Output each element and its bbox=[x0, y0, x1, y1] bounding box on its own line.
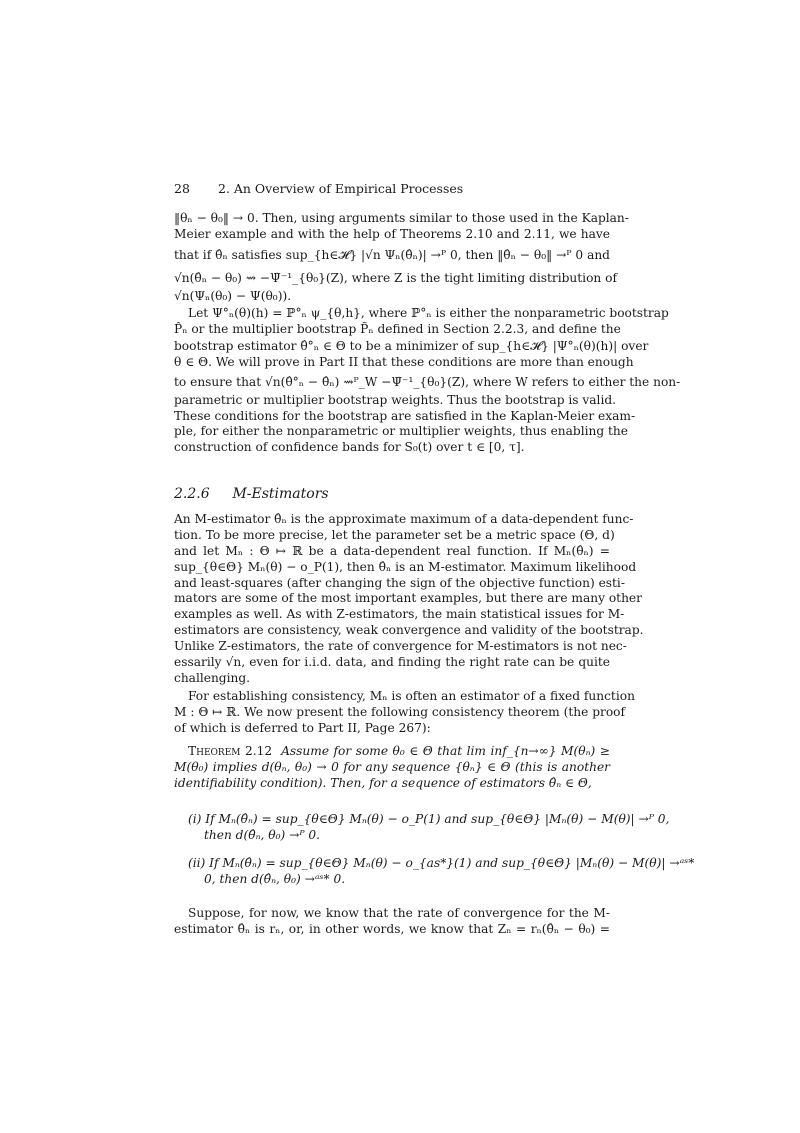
text-line: Suppose, for now, we know that the rate of convergence for the M- bbox=[188, 906, 610, 920]
text-line: to ensure that √n(θ̂°ₙ − θ̂ₙ) ⇝ᴾ_W −Ψ̇⁻¹_{θ₀}(Z), where W refers to either the non- bbox=[174, 374, 681, 389]
text-line: Unlike Z-estimators, the rate of convergence for M-estimators is not nec- bbox=[174, 639, 627, 654]
theorem-text: Assume for some θ₀ ∈ Θ that lim inf_{n→∞} M(θₙ) ≥ bbox=[281, 744, 611, 758]
text-line: Let Ψ°ₙ(θ)(h) = ℙ°ₙ ψ_{θ,h}, where ℙ°ₙ is either the nonparametric bootstrap bbox=[188, 306, 669, 320]
text-line: √n(Ψₙ(θ₀) − Ψ(θ₀)). bbox=[174, 288, 292, 303]
text-line: For establishing consistency, Mₙ is often an estimator of a fixed function bbox=[188, 689, 635, 703]
text-line: estimator θ̂ₙ is rₙ, or, in other words, we know that Zₙ = rₙ(θ̂ₙ − θ₀) = bbox=[174, 921, 610, 936]
section-number: 2.2.6 bbox=[174, 486, 210, 502]
text-line: P̂ₙ or the multiplier bootstrap P̃ₙ defined in Section 2.2.3, and define the bbox=[174, 321, 621, 336]
text-line: M : Θ ↦ ℝ. We now present the following consistency theorem (the proof bbox=[174, 704, 626, 719]
paragraph-m-estimator-definition bbox=[174, 512, 644, 687]
running-title: 2. An Overview of Empirical Processes bbox=[217, 181, 464, 196]
theorem-line: M(θ₀) implies d(θₙ, θ₀) → 0 for any sequence {θₙ} ∈ Θ (this is another bbox=[174, 759, 610, 774]
text-line: estimators are consistency, weak convergence and validity of the bootstrap. bbox=[174, 623, 644, 638]
text-line: These conditions for the bootstrap are satisfied in the Kaplan-Meier exam- bbox=[174, 408, 636, 423]
text-line: essarily √n, even for i.i.d. data, and finding the right rate can be quite bbox=[174, 655, 610, 670]
item-line: (ii) If Mₙ(θ̂ₙ) = sup_{θ∈Θ} Mₙ(θ) − o_{as*}(1) and sup_{θ∈Θ} |Mₙ(θ) − M(θ)| →ᵃˢ* bbox=[188, 856, 695, 870]
theorem-item-i bbox=[188, 811, 670, 843]
section-heading bbox=[174, 484, 610, 504]
text-line: ple, for either the nonparametric or multiplier weights, thus enabling the bbox=[174, 424, 628, 439]
item-line: 0, then d(θ̂ₙ, θ₀) →ᵃˢ* 0. bbox=[204, 872, 346, 886]
text-line: √n(θ̂ₙ − θ₀) ⇝ −Ψ̇⁻¹_{θ₀}(Z), where Z is the tight limiting distribution of bbox=[174, 270, 617, 285]
text-line: of which is deferred to Part II, Page 267): bbox=[174, 720, 431, 735]
text-line: that if θ̂ₙ satisfies sup_{h∈𝓗} |√n Ψₙ(θ̂ₙ)| →ᴾ 0, then ‖θ̂ₙ − θ₀‖ →ᴾ 0 and bbox=[174, 247, 610, 262]
text-line: construction of confidence bands for S₀(t) over t ∈ [0, τ]. bbox=[174, 440, 525, 455]
text-line: tion. To be more precise, let the parameter set be a metric space (Θ, d) bbox=[174, 527, 615, 542]
item-line: (i) If Mₙ(θ̂ₙ) = sup_{θ∈Θ} Mₙ(θ) − o_P(1) and sup_{θ∈Θ} |Mₙ(θ) − M(θ)| →ᴾ 0, bbox=[188, 812, 670, 826]
text-line: and let Mₙ : Θ ↦ ℝ be a data-dependent real function. If Mₙ(θ̂ₙ) = bbox=[174, 543, 610, 558]
paragraph-consistency-intro bbox=[174, 689, 635, 737]
running-header bbox=[174, 180, 614, 198]
item-line: then d(θ̂ₙ, θ₀) →ᴾ 0. bbox=[204, 828, 320, 842]
theorem-line bbox=[174, 744, 610, 760]
theorem-item-ii bbox=[188, 855, 695, 887]
text-line: An M-estimator θ̂ₙ is the approximate maximum of a data-dependent func- bbox=[174, 512, 634, 526]
text-line: examples as well. As with Z-estimators, the main statistical issues for M- bbox=[174, 607, 625, 622]
theorem-2-12 bbox=[174, 744, 610, 792]
text-line: Meier example and with the help of Theorems 2.10 and 2.11, we have bbox=[174, 226, 610, 241]
text-line: ‖θₙ − θ₀‖ → 0. Then, using arguments similar to those used in the Kaplan- bbox=[174, 211, 629, 225]
theorem-line: identifiability condition). Then, for a sequence of estimators θ̂ₙ ∈ Θ, bbox=[174, 775, 592, 790]
section-title: M-Estimators bbox=[232, 486, 329, 502]
text-line: θ ∈ Θ. We will prove in Part II that these conditions are more than enough bbox=[174, 354, 634, 369]
text-line: and least-squares (after changing the sign of the objective function) esti- bbox=[174, 575, 625, 590]
paragraph-bootstrap bbox=[174, 306, 681, 456]
text-line: mators are some of the most important examples, but there are many other bbox=[174, 591, 642, 606]
theorem-head: Theorem 2.12 bbox=[188, 744, 273, 758]
text-line: sup_{θ∈Θ} Mₙ(θ) − o_P(1), then θ̂ₙ is an M-estimator. Maximum likelihood bbox=[174, 559, 637, 574]
text-line: bootstrap estimator θ̂°ₙ ∈ Θ to be a minimizer of sup_{h∈𝓗} |Ψ°ₙ(θ)(h)| over bbox=[174, 338, 649, 353]
paragraph-z-estimator-consistency bbox=[174, 211, 629, 305]
page-number: 28 bbox=[174, 181, 190, 196]
text-line: challenging. bbox=[174, 670, 251, 685]
text-line: parametric or multiplier bootstrap weights. Thus the bootstrap is valid. bbox=[174, 392, 617, 407]
paragraph-rate-of-convergence bbox=[174, 906, 610, 938]
